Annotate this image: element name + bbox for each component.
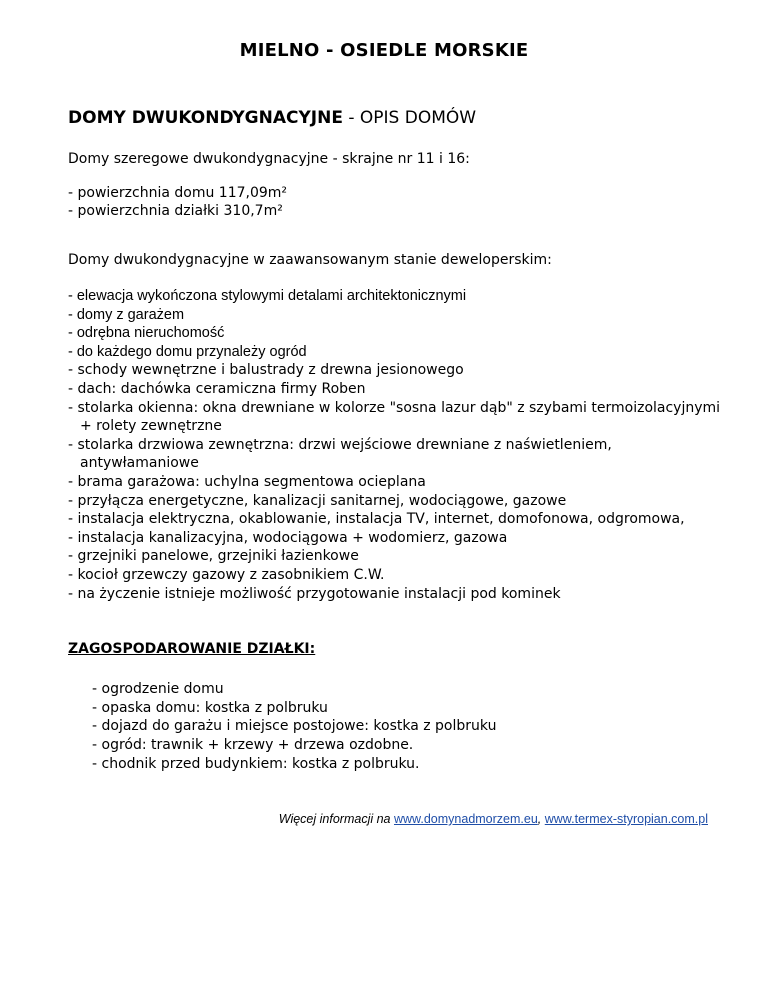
heading-bold: DOMY DWUKONDYGNACYJNE <box>68 108 343 128</box>
feature-item: - brama garażowa: uchylna segmentowa ocieplana <box>68 474 426 490</box>
feature-item: - do każdego domu przynależy ogród <box>68 344 307 360</box>
feature-item: - elewacja wykończona stylowymi detalami architektonicznymi <box>68 288 467 304</box>
footer-separator: , <box>537 812 545 826</box>
plot-item: - ogród: trawnik + krzewy + drzewa ozdobne. <box>92 737 414 753</box>
area-item: - powierzchnia domu 117,09m² <box>68 185 288 201</box>
feature-item: - na życzenie istnieje możliwość przygotowanie instalacji pod kominek <box>68 586 561 602</box>
heading-rest: - OPIS DOMÓW <box>342 108 477 128</box>
feature-item: - instalacja elektryczna, okablowanie, instalacja TV, internet, domofonowa, odgromowa, <box>68 511 685 527</box>
feature-item: - odrębna nieruchomość <box>68 325 225 341</box>
feature-item-continuation: antywłamaniowe <box>80 455 199 471</box>
feature-item: - stolarka drzwiowa zewnętrzna: drzwi wejściowe drewniane z naświetleniem, <box>68 437 612 453</box>
link-domynadmorzem[interactable]: www.domynadmorzem.eu <box>393 812 538 826</box>
feature-item: - przyłącza energetyczne, kanalizacji sanitarnej, wodociągowe, gazowe <box>68 493 567 509</box>
plot-heading: ZAGOSPODAROWANIE DZIAŁKI: <box>68 641 316 657</box>
feature-item: - schody wewnętrzne i balustrady z drewna jesionowego <box>68 362 464 378</box>
feature-item: - stolarka okienna: okna drewniane w kolorze "sosna lazur dąb" z szybami termoizolacyjnymi <box>68 400 721 416</box>
feature-item: - grzejniki panelowe, grzejniki łazienkowe <box>68 548 359 564</box>
plot-item: - chodnik przed budynkiem: kostka z polbruku. <box>92 756 420 772</box>
plot-item: - dojazd do garażu i miejsce postojowe: kostka z polbruku <box>92 718 497 734</box>
feature-item: - dach: dachówka ceramiczna firmy Roben <box>68 381 366 397</box>
feature-item: - instalacja kanalizacyjna, wodociągowa + wodomierz, gazowa <box>68 530 508 546</box>
plot-item: - ogrodzenie domu <box>92 681 224 697</box>
link-termex[interactable]: www.termex-styropian.com.pl <box>544 812 708 826</box>
area-item: - powierzchnia działki 310,7m² <box>68 203 283 219</box>
page-title: MIELNO - OSIEDLE MORSKIE <box>239 40 529 61</box>
footer-prefix: Więcej informacji na <box>278 812 394 826</box>
section-heading <box>68 108 476 128</box>
feature-item: - domy z garażem <box>68 307 185 323</box>
feature-item-continuation: + rolety zewnętrzne <box>80 418 222 434</box>
intro-text: Domy szeregowe dwukondygnacyjne - skrajne nr 11 i 16: <box>68 151 470 167</box>
standard-intro: Domy dwukondygnacyjne w zaawansowanym stanie deweloperskim: <box>68 252 552 268</box>
footer-info <box>279 812 708 826</box>
plot-item: - opaska domu: kostka z polbruku <box>92 700 328 716</box>
feature-item: - kocioł grzewczy gazowy z zasobnikiem C.W. <box>68 567 385 583</box>
